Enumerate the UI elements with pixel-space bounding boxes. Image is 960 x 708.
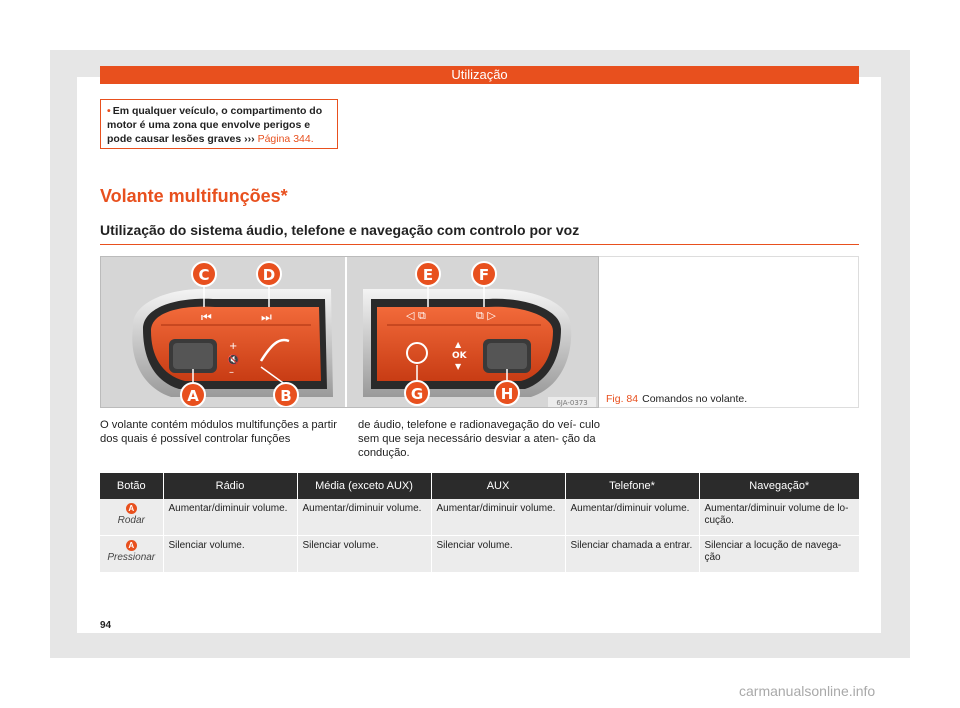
button-cell <box>100 536 163 573</box>
table-cell: Aumentar/diminuir volume de lo- cução. <box>699 499 859 536</box>
column-header: Rádio <box>163 473 297 499</box>
bullet-icon: • <box>107 105 111 117</box>
warning-box <box>100 99 338 149</box>
section-title: Volante multifunções* <box>100 186 288 206</box>
svg-text:▼: ▼ <box>455 362 462 371</box>
steering-wheel-figure <box>100 256 599 408</box>
controls-table <box>100 473 859 573</box>
table-cell: Aumentar/diminuir volume. <box>163 499 297 536</box>
callout-a <box>181 383 205 407</box>
table-cell: Silenciar chamada a entrar. <box>565 536 699 573</box>
callout-letter-a: A <box>187 387 199 405</box>
callout-c <box>192 262 216 286</box>
svg-text:⏮: ⏮ <box>201 310 212 324</box>
callout-letter-f: F <box>478 266 490 284</box>
subtitle-divider <box>100 244 859 245</box>
intro-paragraph-2: de áudio, telefone e radionavegação do veí- culo sem que seja necessário desviar a aten- ção da condução. <box>358 419 600 459</box>
table-cell: Silenciar a locução de navega- ção <box>699 536 859 573</box>
svg-text:▲: ▲ <box>455 340 462 349</box>
button-action: Pressionar <box>107 552 156 563</box>
intro-paragraph-1: O volante contém módulos multifunções a partir dos quais é possível controlar funções <box>100 419 337 445</box>
page-reference-link[interactable]: Página 344. <box>257 133 314 145</box>
column-header: AUX <box>431 473 565 499</box>
callout-f <box>472 262 496 286</box>
callout-e <box>416 262 440 286</box>
figure-caption <box>606 393 747 405</box>
table-header-row <box>100 473 859 499</box>
column-header: Telefone* <box>565 473 699 499</box>
callout-g <box>405 381 429 405</box>
svg-text:◁ ⧉: ◁ ⧉ <box>406 309 426 322</box>
section-subtitle: Utilização do sistema áudio, telefone e navegação com controlo por voz <box>100 222 580 238</box>
callout-b <box>274 383 298 407</box>
figure-caption-text: Comandos no volante. <box>642 393 748 405</box>
figure-code: 6JA-0373 <box>556 399 588 407</box>
figure-caption-area <box>599 256 859 408</box>
svg-text:OK: OK <box>452 351 467 361</box>
svg-text:+: + <box>229 341 238 352</box>
column-header: Navegação* <box>699 473 859 499</box>
table-cell: Aumentar/diminuir volume. <box>297 499 431 536</box>
button-action: Rodar <box>117 515 145 526</box>
column-header: Média (exceto AUX) <box>297 473 431 499</box>
table-row <box>100 536 859 573</box>
table-cell: Silenciar volume. <box>163 536 297 573</box>
figure-caption-label: Fig. 84 <box>606 393 639 405</box>
svg-text:⧉ ▷: ⧉ ▷ <box>476 309 496 322</box>
table-cell: Aumentar/diminuir volume. <box>565 499 699 536</box>
callout-h <box>495 381 519 405</box>
button-a-badge: A <box>126 503 137 514</box>
callout-letter-d: D <box>262 266 276 284</box>
right-control-module <box>363 289 571 397</box>
button-a-badge: A <box>126 540 137 551</box>
watermark: carmanualsonline.info <box>739 683 876 699</box>
chapter-header: Utilização <box>100 66 859 84</box>
svg-text:⏭: ⏭ <box>261 310 272 324</box>
table-cell: Silenciar volume. <box>431 536 565 573</box>
table-row <box>100 499 859 536</box>
callout-letter-e: E <box>422 266 434 284</box>
table-cell: Aumentar/diminuir volume. <box>431 499 565 536</box>
table-cell: Silenciar volume. <box>297 536 431 573</box>
warning-text: Em qualquer veículo, o compartimento do motor é uma zona que envolve perigos e pode causar lesões graves ››› <box>107 105 323 145</box>
callout-d <box>257 262 281 286</box>
callout-letter-b: B <box>280 387 292 405</box>
svg-text:–: – <box>229 367 234 378</box>
callout-letter-h: H <box>500 385 514 403</box>
column-header: Botão <box>100 473 163 499</box>
callout-letter-g: G <box>410 385 424 403</box>
svg-text:🔇: 🔇 <box>227 355 240 366</box>
left-control-module <box>132 289 333 397</box>
button-cell <box>100 499 163 536</box>
page-number: 94 <box>100 620 112 631</box>
callout-letter-c: C <box>198 266 210 284</box>
